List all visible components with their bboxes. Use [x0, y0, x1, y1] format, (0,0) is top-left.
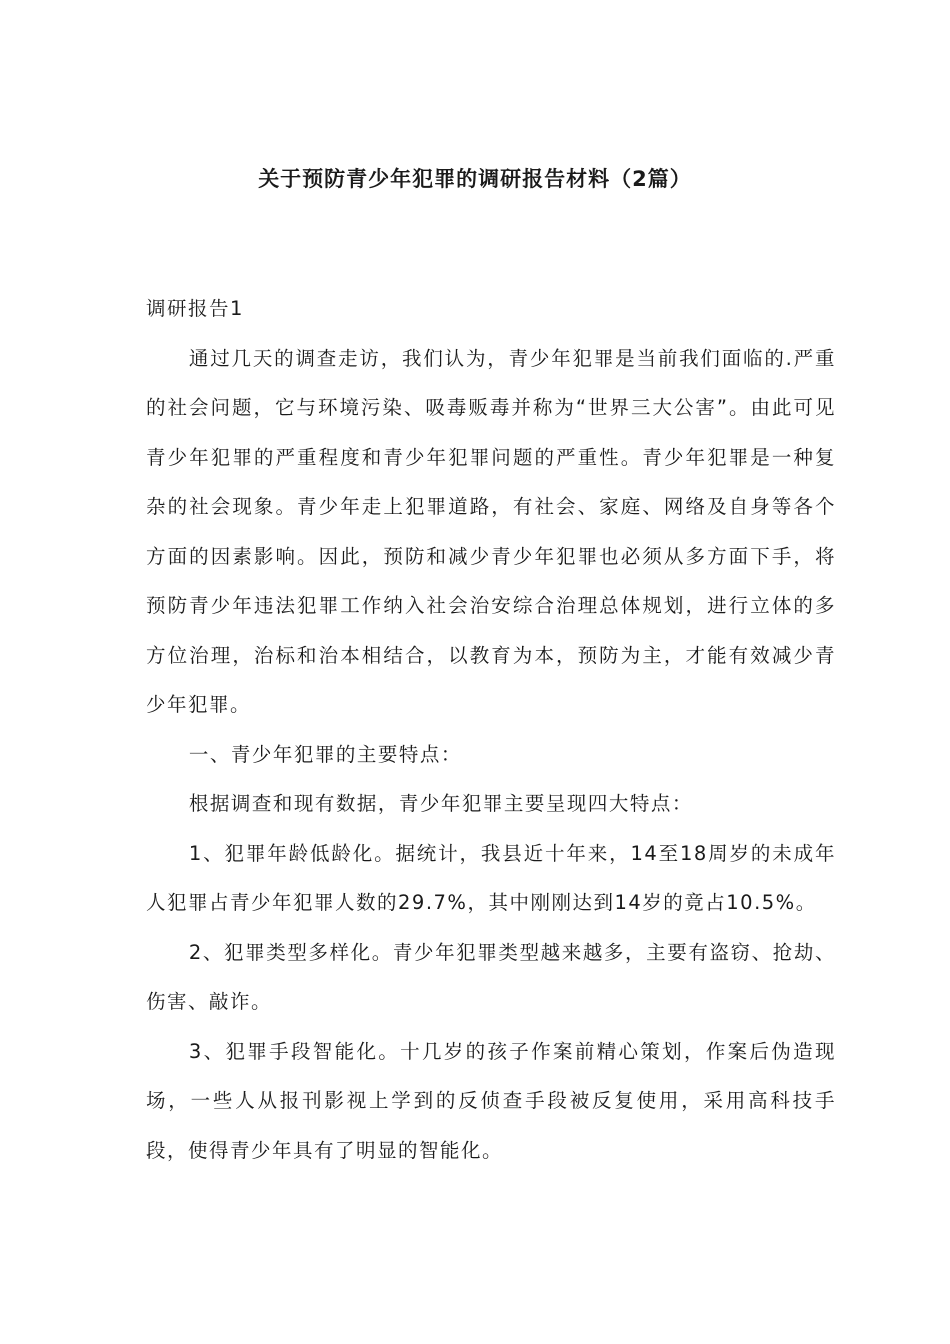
paragraph-heading-features: 一、青少年犯罪的主要特点： — [188, 742, 462, 766]
document-body — [146, 284, 836, 1175]
paragraph-feature-1: 1、犯罪年龄低龄化。据统计，我县近十年来，14至18周岁的未成年人犯罪占青少年犯罪人数的29.7%，其中刚刚达到14岁的竟占10.5%。 — [146, 841, 836, 914]
section-label: 调研报告1 — [146, 297, 244, 320]
paragraph-intro: 通过几天的调查走访，我们认为，青少年犯罪是当前我们面临的.严重的社会问题，它与环境污染、吸毒贩毒并称为“世界三大公害”。由此可见青少年犯罪的严重程度和青少年犯罪问题的严重性。青少年犯罪是一种复杂的社会现象。青少年走上犯罪道路，有社会、家庭、网络及自身等各个方面的因素影响。因此，预防和减少青少年犯罪也必须从多方面下手，将预防青少年违法犯罪工作纳入社会治安综合治理总体规划，进行立体的多方位治理，治标和治本相结合，以教育为本，预防为主，才能有效减少青少年犯罪。 — [146, 346, 836, 716]
paragraph-feature-2: 2、犯罪类型多样化。青少年犯罪类型越来越多，主要有盗窃、抢劫、伤害、敲诈。 — [146, 940, 836, 1013]
paragraph-feature-3: 3、犯罪手段智能化。十几岁的孩子作案前精心策划，作案后伪造现场，一些人从报刊影视上学到的反侦查手段被反复使用，采用高科技手段，使得青少年具有了明显的智能化。 — [146, 1039, 836, 1162]
paragraph-features-summary: 根据调查和现有数据，青少年犯罪主要呈现四大特点： — [188, 792, 693, 815]
document-title: 关于预防青少年犯罪的调研报告材料（2篇） — [258, 167, 692, 191]
